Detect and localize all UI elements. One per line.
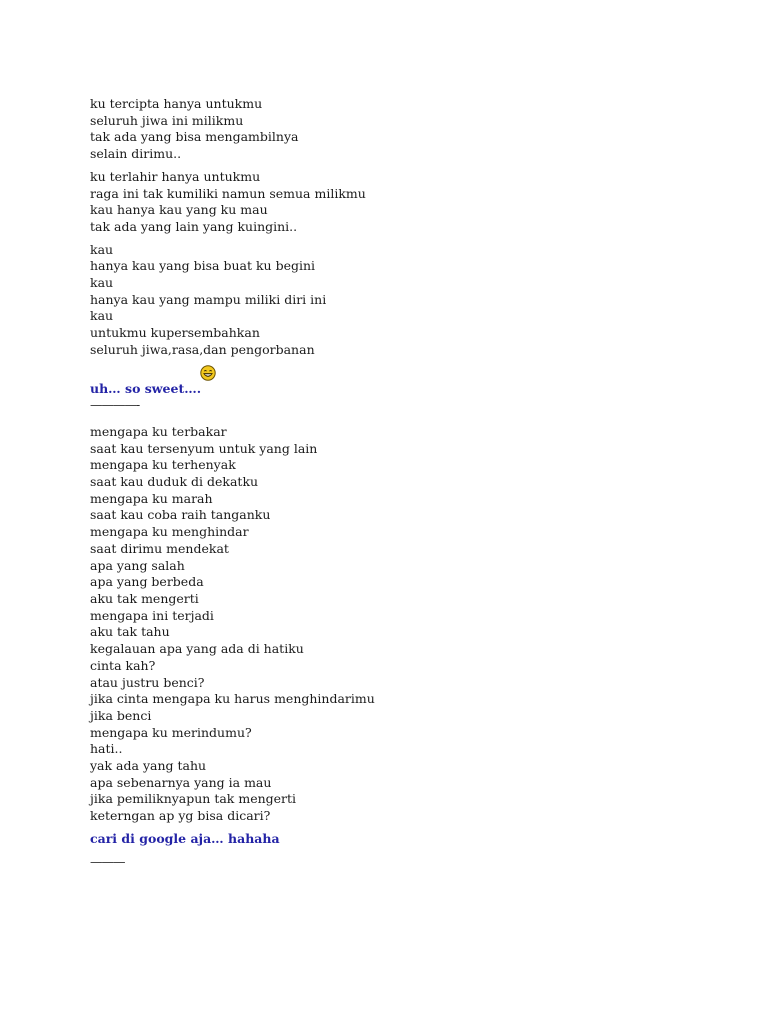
- poem-line: kegalauan apa yang ada di hatiku: [90, 641, 304, 657]
- poem-line: selain dirimu..: [90, 146, 182, 162]
- poem-line: saat kau tersenyum untuk yang lain: [90, 440, 318, 456]
- poem-line: jika cinta mengapa ku harus menghindarimu: [90, 691, 375, 707]
- poem-line: hati..: [90, 741, 123, 757]
- poem-line: mengapa ku menghindar: [90, 524, 249, 540]
- poem-line: yak ada yang tahu: [90, 758, 207, 774]
- poem-line: keterngan ap yg bisa dicari?: [90, 808, 271, 824]
- laughing-smiley-icon: [200, 365, 216, 381]
- poem-content: [90, 96, 690, 870]
- poem-line: kau: [90, 241, 114, 257]
- remark-google: cari di google aja… hahaha: [90, 830, 280, 846]
- stanza-3: [90, 242, 690, 359]
- poem-line: kau: [90, 275, 114, 291]
- poem-line: saat kau coba raih tanganku: [90, 507, 271, 523]
- stanza-2: [90, 169, 690, 236]
- poem-line: mengapa ini terjadi: [90, 607, 214, 623]
- poem-line: jika pemiliknyapun tak mengerti: [90, 791, 297, 807]
- poem-line: untukmu kupersembahkan: [90, 325, 260, 341]
- poem-line: kau hanya kau yang ku mau: [90, 202, 268, 218]
- poem-line: apa yang salah: [90, 557, 185, 573]
- emoji-row: [90, 363, 690, 381]
- poem-line: mengapa ku terhenyak: [90, 457, 236, 473]
- poem-line: kau: [90, 308, 114, 324]
- poem-line: hanya kau yang mampu miliki diri ini: [90, 291, 327, 307]
- poem-line: raga ini tak kumiliki namun semua milikmu: [90, 185, 366, 201]
- stanza-1: [90, 96, 690, 163]
- poem-line: aku tak tahu: [90, 624, 170, 640]
- divider-line: ———: [90, 853, 125, 869]
- poem-line: hanya kau yang bisa buat ku begini: [90, 258, 316, 274]
- poem-line: ku tercipta hanya untukmu: [90, 96, 263, 111]
- poem-line: tak ada yang bisa mengambilnya: [90, 129, 299, 145]
- poem-line: apa yang berbeda: [90, 574, 204, 590]
- poem-line: tak ada yang lain yang kuingini..: [90, 218, 298, 234]
- remark-so-sweet: uh… so sweet….: [90, 380, 202, 396]
- poem-line: jika benci: [90, 707, 152, 723]
- stanza-4: [90, 424, 690, 825]
- poem-line: atau justru benci?: [90, 674, 205, 690]
- poem-line: ku terlahir hanya untukmu: [90, 168, 261, 184]
- poem-line: apa sebenarnya yang ia mau: [90, 774, 272, 790]
- spacer: [90, 414, 690, 424]
- poem-line: mengapa ku terbakar: [90, 423, 227, 439]
- poem-line: aku tak mengerti: [90, 590, 199, 606]
- divider-line: ————-: [90, 397, 140, 413]
- poem-line: mengapa ku merindumu?: [90, 724, 252, 740]
- poem-line: saat kau duduk di dekatku: [90, 474, 259, 490]
- poem-line: cinta kah?: [90, 657, 156, 673]
- poem-line: seluruh jiwa,rasa,dan pengorbanan: [90, 341, 315, 357]
- poem-line: seluruh jiwa ini milikmu: [90, 112, 244, 128]
- poem-line: mengapa ku marah: [90, 490, 213, 506]
- poem-line: saat dirimu mendekat: [90, 540, 229, 556]
